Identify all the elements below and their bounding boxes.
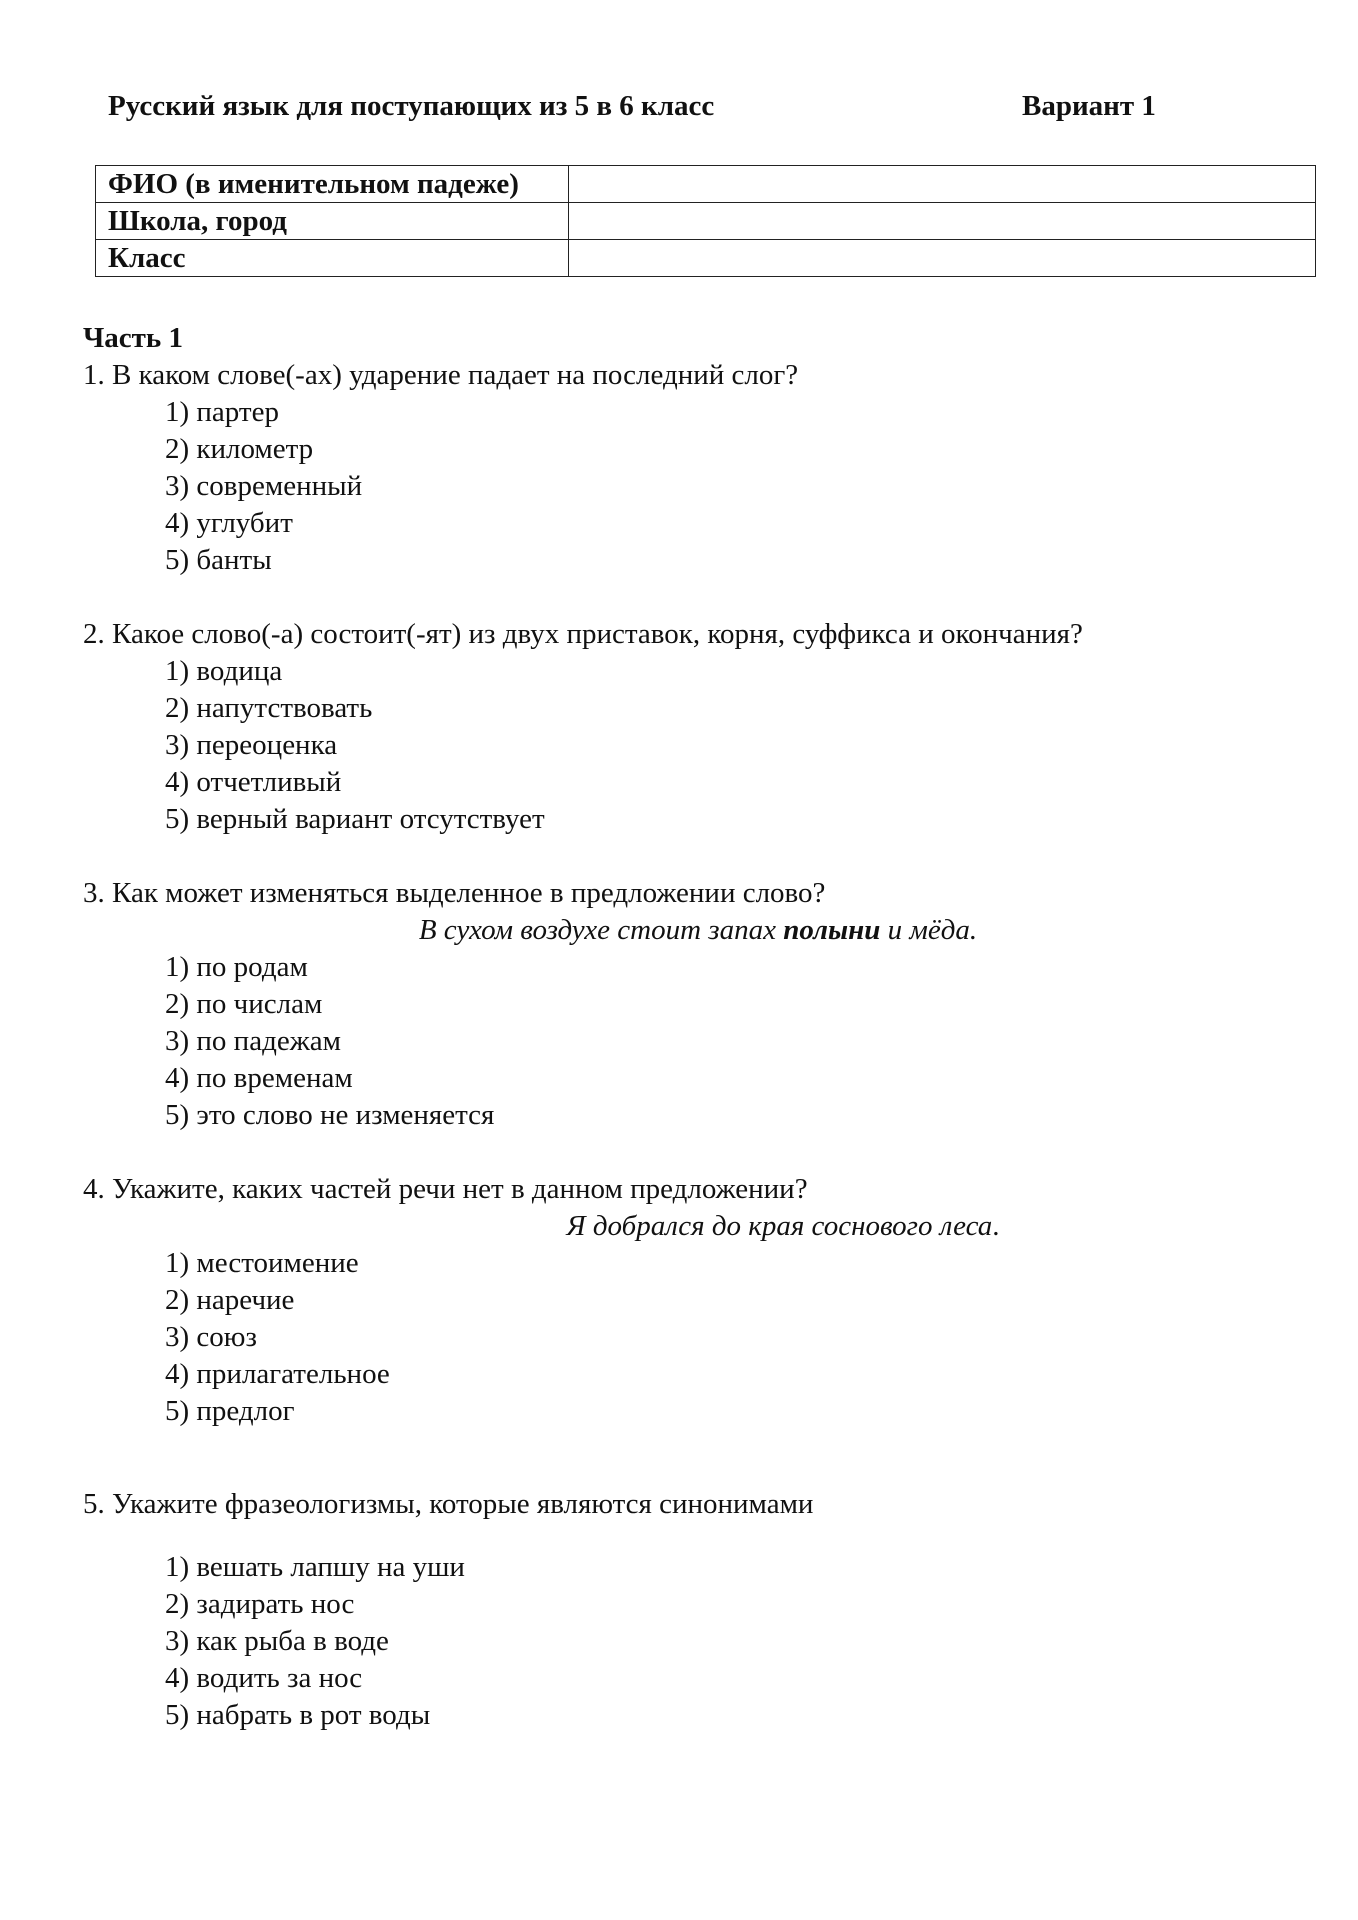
answer-option: 1) вешать лапшу на уши (165, 1551, 465, 1583)
answer-options (165, 949, 1313, 1134)
answer-option: 5) это слово не изменяется (165, 1099, 495, 1131)
variant-label: Вариант 1 (1022, 90, 1156, 122)
answer-option: 1) водица (165, 655, 283, 687)
question-5 (83, 1486, 1313, 1734)
answer-option: 2) напутствовать (165, 692, 373, 724)
example-text: . (992, 1210, 1000, 1242)
question-text: 4. Укажите, каких частей речи нет в данном предложении? (83, 1173, 808, 1205)
answer-options (165, 653, 1313, 838)
answer-option: 5) предлог (165, 1395, 295, 1427)
answer-option: 5) верный вариант отсутствует (165, 803, 545, 835)
answer-option: 3) союз (165, 1321, 257, 1353)
question-text: 2. Какое слово(-а) состоит(-ят) из двух приставок, корня, суффикса и окончания? (83, 618, 1083, 650)
answer-option: 3) как рыба в воде (165, 1625, 389, 1657)
document-title: Русский язык для поступающих из 5 в 6 класс (108, 90, 715, 122)
name-field[interactable] (569, 166, 1316, 203)
part-title: Часть 1 (83, 322, 183, 354)
example-text: Я добрался до края соснового леса (566, 1210, 993, 1242)
answer-option: 4) водить за нос (165, 1662, 363, 1694)
answer-option: 3) современный (165, 470, 363, 502)
answer-option: 2) наречие (165, 1284, 295, 1316)
question-2 (83, 616, 1313, 838)
answer-option: 4) углубит (165, 507, 293, 539)
example-text: и мёда. (880, 914, 978, 946)
answer-option: 5) банты (165, 544, 272, 576)
info-label: Школа, город (96, 203, 569, 240)
info-label: ФИО (в именительном падеже) (96, 166, 569, 203)
answer-options (165, 394, 1313, 579)
answer-option: 2) километр (165, 433, 314, 465)
question-text: 5. Укажите фразеологизмы, которые являются синонимами (83, 1488, 814, 1520)
answer-option: 1) по родам (165, 951, 308, 983)
question-text: 3. Как может изменяться выделенное в предложении слово? (83, 877, 826, 909)
info-row-name (96, 166, 1316, 203)
answer-option: 1) местоимение (165, 1247, 359, 1279)
answer-option: 3) переоценка (165, 729, 338, 761)
questions-section (83, 320, 1313, 1734)
highlighted-word: полыни (783, 914, 881, 946)
example-sentence (83, 912, 1313, 949)
answer-options (165, 1549, 1313, 1734)
answer-option: 4) по временам (165, 1062, 353, 1094)
example-sentence (83, 1208, 1313, 1245)
answer-option: 5) набрать в рот воды (165, 1699, 431, 1731)
info-row-class (96, 240, 1316, 277)
example-text: В сухом воздухе стоит запах (418, 914, 784, 946)
question-1 (83, 357, 1313, 579)
answer-option: 2) по числам (165, 988, 323, 1020)
question-3 (83, 875, 1313, 1134)
answer-options (165, 1245, 1313, 1430)
info-label: Класс (96, 240, 569, 277)
school-field[interactable] (569, 203, 1316, 240)
question-4 (83, 1171, 1313, 1430)
answer-option: 4) отчетливый (165, 766, 342, 798)
answer-option: 2) задирать нос (165, 1588, 355, 1620)
answer-option: 3) по падежам (165, 1025, 341, 1057)
class-field[interactable] (569, 240, 1316, 277)
answer-option: 4) прилагательное (165, 1358, 390, 1390)
answer-option: 1) партер (165, 396, 279, 428)
question-text: 1. В каком слове(-ах) ударение падает на последний слог? (83, 359, 799, 391)
info-row-school (96, 203, 1316, 240)
student-info-table (95, 165, 1316, 277)
